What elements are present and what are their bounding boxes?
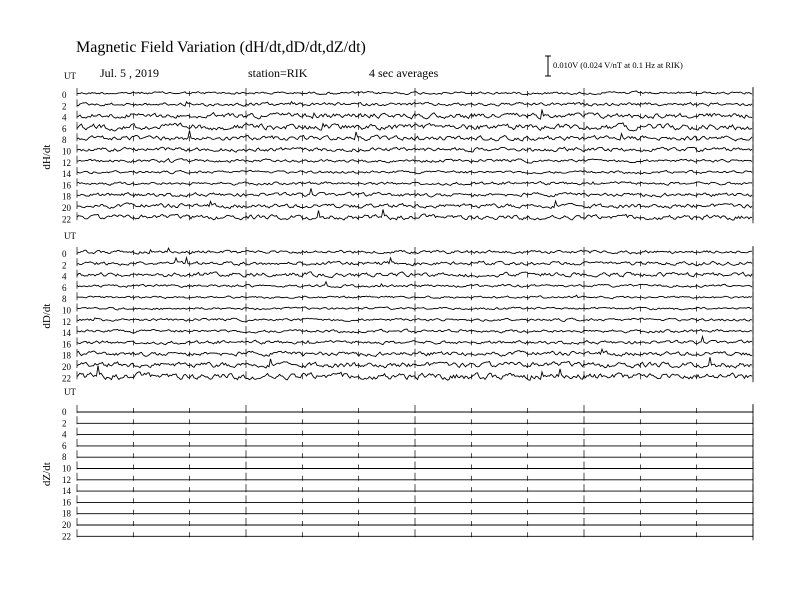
row-label: 4 — [62, 271, 67, 282]
row-label: 20 — [62, 203, 71, 213]
scale-label: 0.010V (0.024 V/nT at 0.1 Hz at RIK) — [553, 60, 683, 70]
row-label: 8 — [62, 135, 67, 146]
row-label: 16 — [62, 497, 71, 508]
row-label: 6 — [62, 123, 67, 134]
row-label: 18 — [62, 508, 71, 519]
panel-1 — [41, 71, 753, 224]
panel-3 — [41, 387, 753, 541]
row-label: 10 — [62, 305, 71, 316]
ut-axis-label: UT — [64, 387, 76, 397]
row-label: 20 — [62, 362, 71, 372]
row-label: 10 — [62, 463, 71, 474]
row-label: 14 — [62, 486, 71, 497]
panel-ylabel: dZ/dt — [41, 462, 53, 487]
trace-row-20 — [77, 357, 752, 368]
row-label: 0 — [62, 90, 67, 100]
row-label: 12 — [62, 157, 71, 168]
panel-2 — [41, 231, 753, 383]
trace-row-16 — [77, 182, 752, 186]
trace-row-4 — [77, 272, 752, 278]
trace-row-12 — [77, 159, 752, 164]
trace-row-22 — [77, 209, 752, 220]
panel-ylabel: dD/dt — [41, 303, 53, 329]
row-label: 6 — [62, 440, 67, 451]
trace-row-22 — [77, 366, 752, 381]
trace-row-2 — [77, 102, 752, 107]
trace-row-6 — [77, 123, 752, 131]
row-label: 2 — [62, 418, 67, 429]
row-label: 14 — [62, 328, 71, 339]
trace-row-0 — [77, 91, 752, 95]
row-label: 12 — [62, 316, 71, 327]
trace-row-10 — [77, 307, 752, 310]
trace-row-14 — [77, 329, 752, 333]
panel-ylabel: dH/dt — [41, 144, 53, 170]
row-label: 4 — [62, 429, 67, 440]
row-label: 22 — [62, 373, 71, 384]
row-label: 8 — [62, 452, 67, 463]
trace-row-8 — [77, 295, 752, 299]
row-label: 4 — [62, 112, 67, 123]
row-label: 12 — [62, 474, 71, 485]
ut-axis-label: UT — [64, 231, 76, 241]
chart-title: Magnetic Field Variation (dH/dt,dD/dt,dZ/dt) — [76, 39, 366, 56]
trace-row-6 — [77, 282, 752, 288]
row-label: 18 — [62, 191, 71, 202]
station-label: station=RIK — [248, 66, 308, 80]
row-label: 20 — [62, 520, 71, 530]
ut-axis-label: UT — [64, 71, 76, 81]
trace-row-0 — [77, 248, 752, 254]
trace-row-2 — [77, 258, 752, 266]
row-label: 14 — [62, 169, 71, 180]
row-label: 10 — [62, 146, 71, 157]
row-label: 18 — [62, 350, 71, 361]
row-label: 2 — [62, 260, 67, 271]
trace-row-14 — [77, 170, 752, 174]
row-label: 22 — [62, 531, 71, 542]
trace-row-4 — [77, 110, 752, 120]
row-label: 0 — [62, 407, 67, 417]
row-label: 16 — [62, 339, 71, 350]
date-label: Jul. 5 , 2019 — [100, 66, 160, 80]
trace-row-12 — [77, 318, 752, 322]
trace-row-8 — [77, 131, 752, 141]
row-label: 8 — [62, 294, 67, 305]
row-label: 2 — [62, 101, 67, 112]
trace-row-10 — [77, 147, 752, 152]
row-label: 0 — [62, 249, 67, 259]
trace-row-18 — [77, 349, 752, 357]
row-label: 22 — [62, 214, 71, 225]
averaging-label: 4 sec averages — [369, 66, 439, 80]
trace-row-16 — [77, 337, 752, 345]
row-label: 6 — [62, 282, 67, 293]
trace-row-18 — [77, 188, 752, 197]
scale-bar — [545, 56, 551, 76]
trace-row-20 — [77, 201, 752, 209]
row-label: 16 — [62, 180, 71, 191]
